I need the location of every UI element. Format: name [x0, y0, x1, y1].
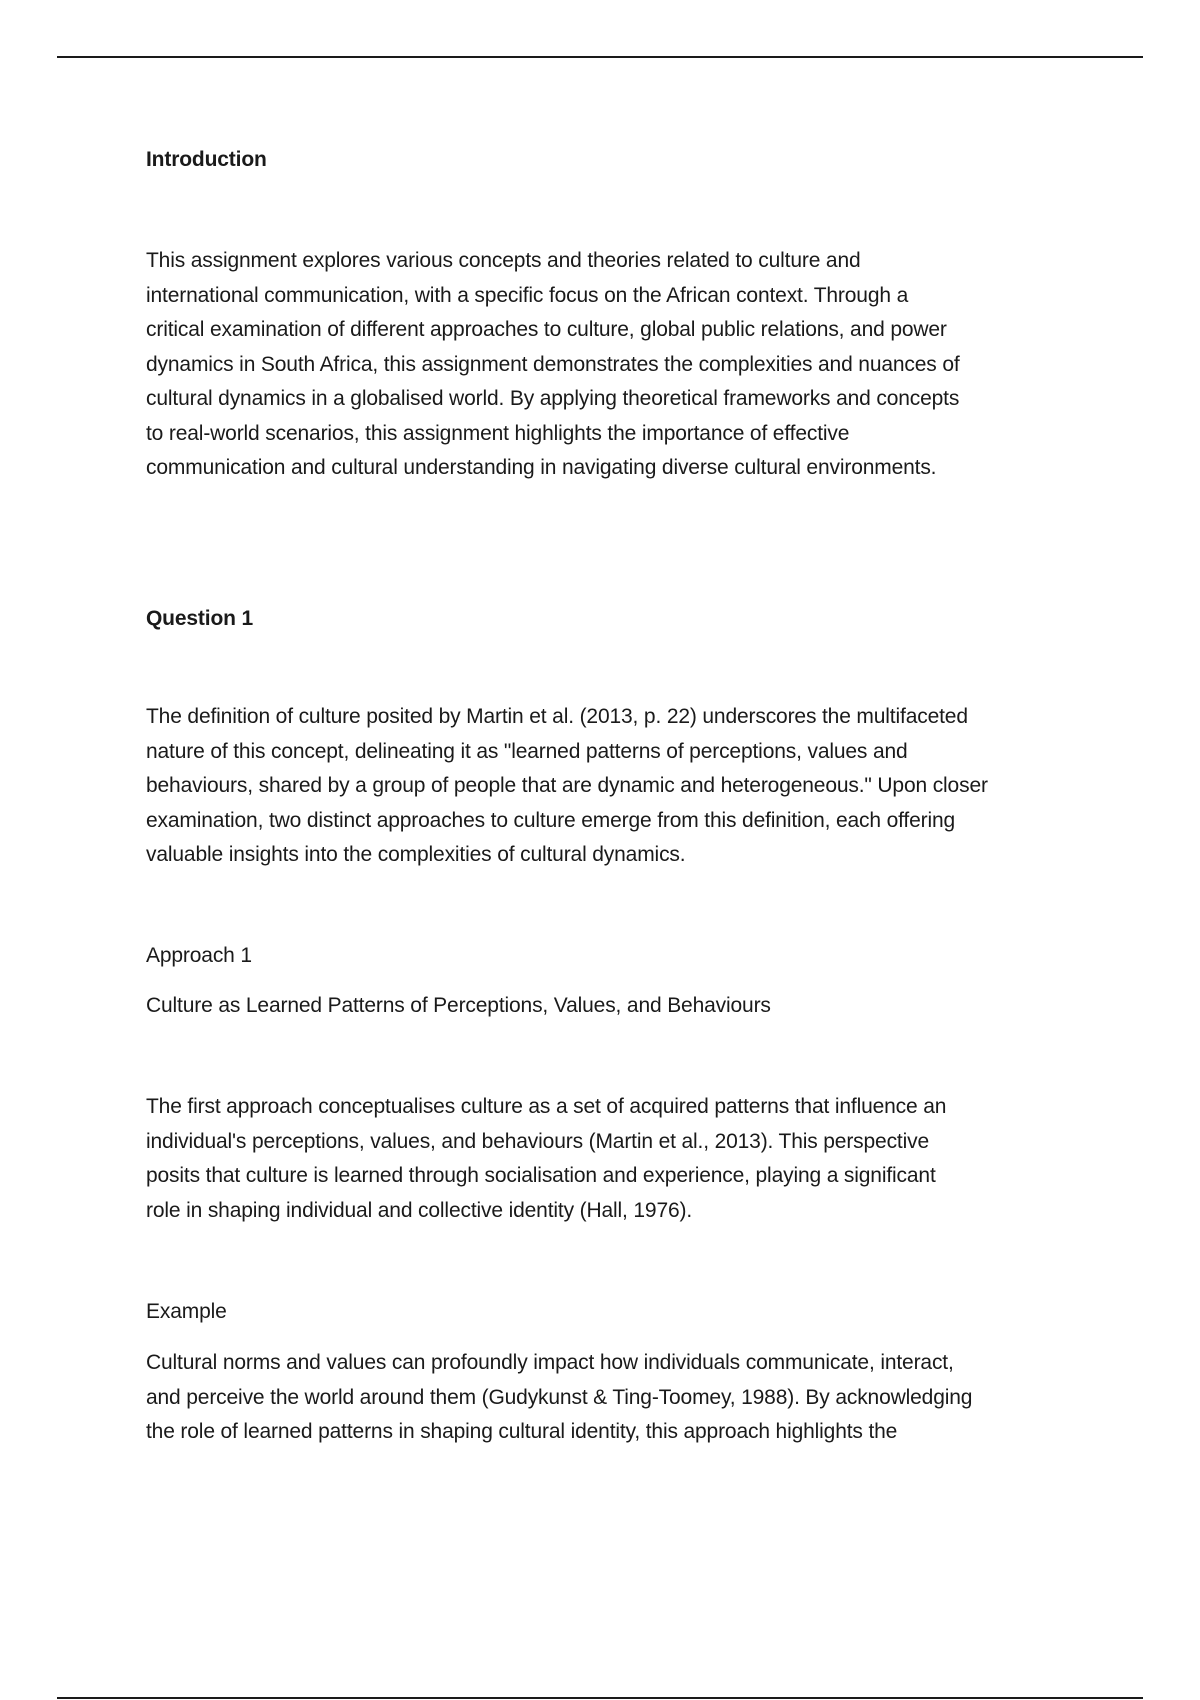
introduction-heading: Introduction	[146, 148, 267, 171]
approach-1-title: Culture as Learned Patterns of Perceptions, Values, and Behaviours	[146, 994, 771, 1017]
paragraph-line: Cultural norms and values can profoundly impact how individuals communicate, interact,	[146, 1351, 954, 1374]
paragraph-line: posits that culture is learned through socialisation and experience, playing a significant	[146, 1164, 936, 1187]
paragraph-line: role in shaping individual and collective identity (Hall, 1976).	[146, 1198, 693, 1222]
page-bottom-rule	[57, 1697, 1143, 1699]
paragraph-line: examination, two distinct approaches to culture emerge from this definition, each offering	[146, 808, 956, 832]
introduction-paragraph	[146, 244, 1096, 486]
paragraph-line: nature of this concept, delineating it as "learned patterns of perceptions, values and	[146, 739, 908, 763]
paragraph-line: communication and cultural understanding in navigating diverse cultural environments.	[146, 456, 937, 479]
paragraph-line: cultural dynamics in a globalised world. By applying theoretical frameworks and concepts	[146, 387, 960, 410]
paragraph-line: behaviours, shared by a group of people that are dynamic and heterogeneous." Upon closer	[146, 774, 988, 797]
paragraph-line: critical examination of different approaches to culture, global public relations, and power	[146, 318, 947, 341]
question-1-paragraph	[146, 700, 1096, 873]
page-top-rule	[57, 56, 1143, 58]
paragraph-line: valuable insights into the complexities of cultural dynamics.	[146, 843, 686, 866]
paragraph-line: The definition of culture posited by Martin et al. (2013, p. 22) underscores the multifaceted	[146, 705, 968, 728]
approach-1-paragraph	[146, 1090, 1096, 1228]
question-1-heading: Question 1	[146, 607, 254, 630]
paragraph-line: international communication, with a specific focus on the African context. Through a	[146, 283, 909, 307]
paragraph-line: the role of learned patterns in shaping cultural identity, this approach highlights the	[146, 1420, 898, 1443]
approach-1-label: Approach 1	[146, 944, 252, 967]
example-paragraph	[146, 1346, 1096, 1450]
example-label: Example	[146, 1300, 227, 1323]
paragraph-line: dynamics in South Africa, this assignment demonstrates the complexities and nuances of	[146, 352, 960, 376]
paragraph-line: and perceive the world around them (Gudykunst & Ting-Toomey, 1988). By acknowledging	[146, 1385, 973, 1409]
paragraph-line: individual's perceptions, values, and behaviours (Martin et al., 2013). This perspective	[146, 1129, 930, 1153]
paragraph-line: This assignment explores various concepts and theories related to culture and	[146, 249, 861, 272]
paragraph-line: to real-world scenarios, this assignment highlights the importance of effective	[146, 421, 850, 445]
paragraph-line: The first approach conceptualises culture as a set of acquired patterns that influence an	[146, 1095, 947, 1118]
